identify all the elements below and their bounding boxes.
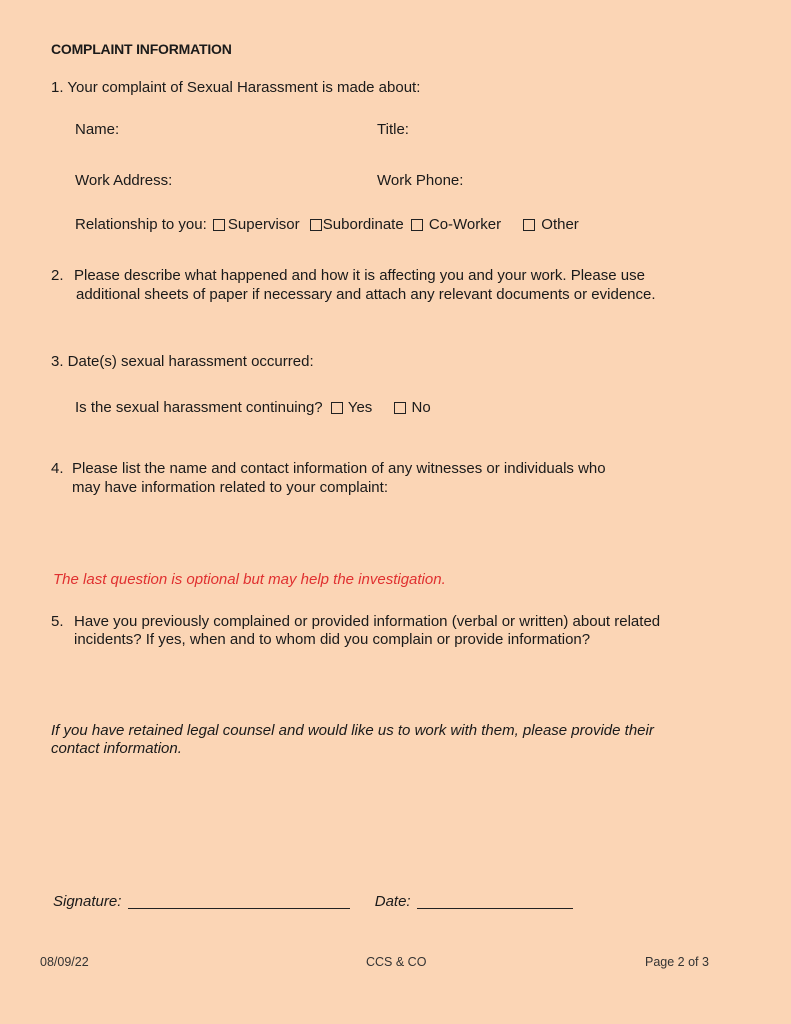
legal-counsel-line1: If you have retained legal counsel and would like us to work with them, please provide their — [51, 722, 654, 739]
question-4-line2: may have information related to your complaint: — [72, 479, 388, 496]
subordinate-label: Subordinate — [322, 216, 404, 233]
date-line[interactable] — [417, 894, 573, 909]
work-phone-label: Work Phone: — [377, 172, 464, 189]
question-5-number: 5. — [51, 613, 64, 630]
section-title: COMPLAINT INFORMATION — [51, 41, 232, 57]
footer-date: 08/09/22 — [40, 955, 89, 969]
work-address-label: Work Address: — [75, 172, 173, 189]
signature-label: Signature: — [53, 893, 122, 910]
option-co-worker[interactable] — [411, 215, 501, 234]
supervisor-checkbox[interactable] — [213, 219, 225, 231]
other-label: Other — [541, 216, 579, 233]
option-subordinate[interactable] — [310, 215, 404, 234]
co-worker-label: Co-Worker — [428, 216, 502, 233]
no-checkbox[interactable] — [394, 402, 406, 414]
question-1-text: 1. Your complaint of Sexual Harassment is made about: — [51, 79, 421, 96]
yes-checkbox[interactable] — [331, 402, 343, 414]
option-supervisor[interactable] — [213, 215, 300, 234]
question-2-line2: additional sheets of paper if necessary and attach any relevant documents or evidence. — [76, 286, 656, 303]
subordinate-checkbox[interactable] — [310, 219, 322, 231]
question-4-number: 4. — [51, 460, 64, 477]
signature-row — [53, 892, 573, 911]
question-2-line1: Please describe what happened and how it is affecting you and your work. Please use — [74, 267, 645, 284]
option-no[interactable] — [394, 398, 430, 417]
relationship-row — [75, 215, 579, 234]
option-other[interactable] — [523, 215, 579, 234]
question-5-line1: Have you previously complained or provided information (verbal or written) about related — [74, 613, 661, 630]
option-yes[interactable] — [331, 398, 372, 417]
date-label: Date: — [374, 893, 411, 910]
signature-line[interactable] — [128, 894, 350, 909]
question-3-text: 3. Date(s) sexual harassment occurred: — [51, 353, 314, 370]
question-4-line1: Please list the name and contact information of any witnesses or individuals who — [72, 460, 606, 477]
optional-note: The last question is optional but may help the investigation. — [53, 571, 446, 588]
no-label: No — [411, 399, 431, 416]
continuing-row — [75, 398, 431, 417]
relationship-label: Relationship to you: — [75, 216, 207, 233]
footer-org: CCS & CO — [366, 955, 427, 969]
supervisor-label: Supervisor — [227, 216, 300, 233]
question-5-line2: incidents? If yes, when and to whom did you complain or provide information? — [74, 631, 591, 648]
continuing-label: Is the sexual harassment continuing? — [75, 399, 323, 416]
other-checkbox[interactable] — [523, 219, 535, 231]
name-label: Name: — [75, 121, 120, 138]
footer-page: Page 2 of 3 — [645, 955, 709, 969]
co-worker-checkbox[interactable] — [411, 219, 423, 231]
title-label: Title: — [377, 121, 409, 138]
question-2-number: 2. — [51, 267, 64, 284]
legal-counsel-line2: contact information. — [51, 740, 182, 757]
yes-label: Yes — [347, 399, 373, 416]
